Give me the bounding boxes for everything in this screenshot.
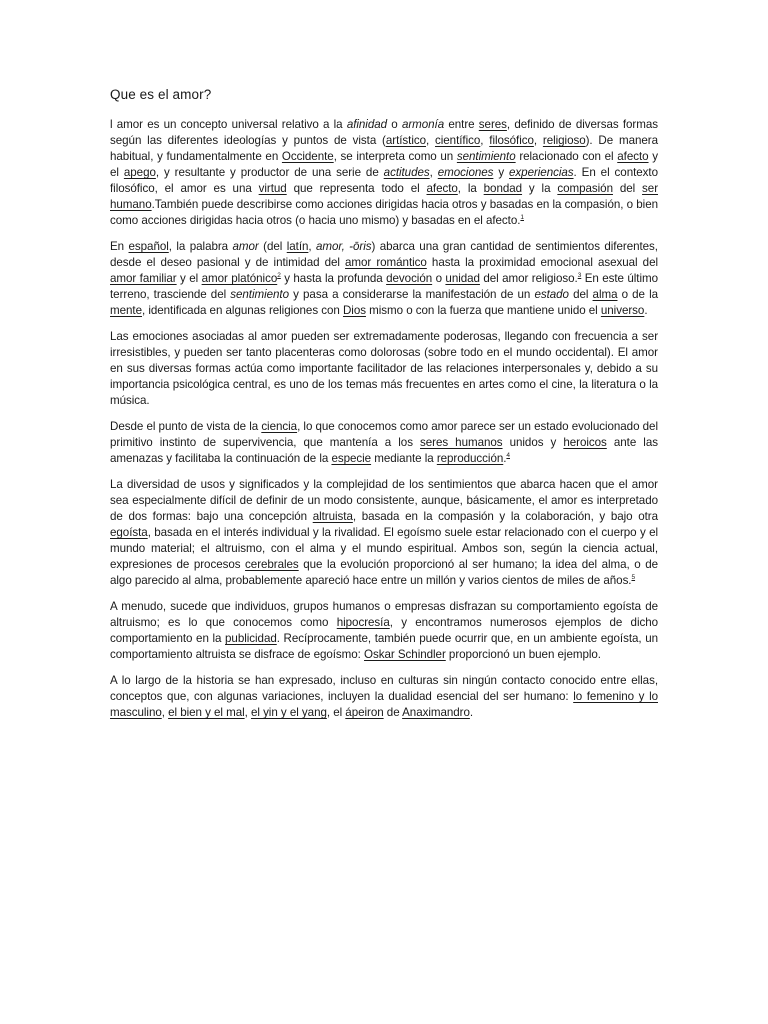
link-bien-mal[interactable]: el bien y el mal [168, 706, 245, 719]
text-run: , [480, 134, 490, 147]
text-run: .También puede describirse como acciones dirigidas hacia otros y basadas en la compasión, o bien como acciones dirigidas hacia otros (o hacia uno mismo) y basadas en el afecto. [110, 198, 658, 227]
text-run: o [432, 272, 446, 285]
footnote-ref[interactable]: 2 [277, 272, 281, 279]
link-emociones[interactable]: emociones [437, 166, 494, 179]
text-run: del [612, 182, 643, 195]
link-seres-humanos[interactable]: seres humanos [420, 436, 503, 449]
text-run: , [161, 706, 169, 719]
paragraph [110, 239, 658, 319]
link-latin[interactable]: latín [286, 240, 309, 253]
emphasis-text: sentimiento [230, 288, 290, 301]
text-run: y el [110, 150, 658, 179]
text-run: , y encontramos numerosos ejemplos de dicho comportamiento en la [110, 616, 659, 645]
text-run: proporcionó un buen ejemplo. [445, 648, 601, 661]
text-run: y la [522, 182, 558, 195]
link-espanol[interactable]: español [128, 240, 169, 253]
text-run: , se interpreta como un [333, 150, 457, 163]
text-run: mediante la [371, 452, 437, 465]
link-reproduccion[interactable]: reproducción [436, 452, 504, 465]
link-femenino-masculino[interactable]: lo femenino y lo masculino [110, 690, 658, 719]
paragraph [110, 329, 658, 409]
link-artistico[interactable]: artístico [385, 134, 427, 147]
emphasis-text: amor [232, 240, 259, 253]
link-amor-platonico[interactable]: amor platónico [201, 272, 278, 285]
paragraph [110, 419, 658, 467]
link-apeiron[interactable]: ápeiron [345, 706, 384, 719]
text-run: entre [444, 118, 479, 131]
text-run: (del [258, 240, 287, 253]
link-especie[interactable]: especie [331, 452, 372, 465]
text-run: , [429, 166, 438, 179]
paragraph-container [110, 117, 658, 721]
link-afecto[interactable]: afecto [426, 182, 458, 195]
text-run: . Recíprocamente, también puede ocurrir que, en un ambiente egoísta, un comportamiento altruista se disfrace de egoísmo: [110, 632, 658, 661]
link-amor-familiar[interactable]: amor familiar [110, 272, 177, 285]
emphasis-text: armonía [401, 118, 445, 131]
link-experiencias[interactable]: experiencias [509, 166, 574, 179]
link-amor-romantico[interactable]: amor romántico [345, 256, 427, 269]
text-run: , y resultante y productor de una serie de [155, 166, 384, 179]
link-religioso[interactable]: religioso [542, 134, 586, 147]
document-body [110, 86, 658, 731]
link-ser-humano[interactable]: ser humano [110, 182, 659, 211]
text-run: y el [176, 272, 202, 285]
text-run: que la evolución proporcionó al ser humano; la idea del alma, o de algo parecido al alma, probablemente apareció hace entre un millón y varios cientos de miles de años. [110, 558, 659, 587]
text-run: , definido de diversas formas según las diferentes ideologías y puntos de vista ( [110, 118, 658, 147]
link-oskar-schindler[interactable]: Oskar Schindler [364, 648, 446, 661]
text-run: . En el contexto filosófico, el amor es una [110, 166, 658, 195]
text-run: , [533, 134, 543, 147]
link-filosofico[interactable]: filosófico [489, 134, 534, 147]
text-run: , el [326, 706, 346, 719]
link-cientifico[interactable]: científico [435, 134, 481, 147]
footnote-ref[interactable]: 1 [520, 214, 524, 221]
text-run: , [244, 706, 251, 719]
link-dios[interactable]: Dios [342, 304, 366, 317]
link-occidente[interactable]: Occidente [281, 150, 334, 163]
link-hipocresia[interactable]: hipocresía [336, 616, 390, 629]
emphasis-text: afinidad [346, 118, 388, 131]
text-run: mismo o con la fuerza que mantiene unido el [365, 304, 601, 317]
text-run: Las emociones asociadas al amor pueden ser extremadamente poderosas, llegando con frecuencia a ser irresistibles, y pueden ser tanto placenteras como dolorosas (sobre todo en el mundo occidental). El amor en sus diversas formas actúa como importante facilitador de las relaciones interpersonales y, debido a su importancia psicológica central, es uno de los temas más frecuentes en artes como el cine, la literatura o la música. [110, 330, 658, 407]
text-run: y [493, 166, 510, 179]
text-run: hasta la proximidad emocional asexual del [426, 256, 658, 269]
text-run: A lo largo de la historia se han expresado, incluso en culturas sin ningún contacto conocido entre ellas, conceptos que, con algunas variaciones, incluyen la dualidad esencial del ser humano: [110, 674, 658, 703]
link-unidad[interactable]: unidad [445, 272, 480, 285]
text-run: de [383, 706, 403, 719]
text-run: o de la [617, 288, 658, 301]
link-yin-yang[interactable]: el yin y el yang [250, 706, 327, 719]
link-afecto[interactable]: afecto [617, 150, 649, 163]
link-mente[interactable]: mente [110, 304, 142, 317]
link-sentimiento[interactable]: sentimiento [456, 150, 516, 163]
paragraph [110, 477, 658, 589]
text-run: Desde el punto de vista de la [110, 420, 262, 433]
text-run: . [644, 304, 648, 317]
document-title: Que es el amor? [110, 87, 212, 102]
link-heroicos[interactable]: heroicos [563, 436, 607, 449]
text-run: , la [457, 182, 484, 195]
text-run: , la palabra [168, 240, 233, 253]
text-run: A menudo, sucede que individuos, grupos humanos o empresas disfrazan su comportamiento egoísta de altruismo; es lo que conocemos como [110, 600, 658, 629]
footnote-ref[interactable]: 5 [631, 574, 636, 581]
text-run: , lo que conocemos como amor parece ser un estado evolucionado del primitivo instinto de supervivencia, que mantenía a los [110, 420, 658, 449]
link-compasion[interactable]: compasión [557, 182, 613, 195]
link-publicidad[interactable]: publicidad [225, 632, 277, 645]
link-alma[interactable]: alma [592, 288, 618, 301]
text-run: , basada en la compasión y la colaboración, y bajo otra [352, 510, 658, 523]
footnote-ref[interactable]: 4 [506, 452, 510, 459]
text-run: relacionado con el [515, 150, 618, 163]
link-apego[interactable]: apego [123, 166, 156, 179]
link-anaximandro[interactable]: Anaximandro [402, 706, 470, 719]
emphasis-text: estado [534, 288, 569, 301]
link-egoista[interactable]: egoísta [110, 526, 148, 539]
link-actitudes[interactable]: actitudes [383, 166, 430, 179]
text-run: ante las amenazas y facilitaba la continuación de la [110, 436, 658, 465]
link-virtud[interactable]: virtud [258, 182, 287, 195]
link-universo[interactable]: universo [600, 304, 645, 317]
paragraph [110, 117, 658, 229]
paragraph [110, 599, 658, 663]
text-run: En este último terreno, trasciende del [110, 272, 658, 301]
text-run: y hasta la profunda [280, 272, 387, 285]
emphasis-text: amor, -ōris [316, 240, 372, 253]
text-run: , basada en el interés individual y la rivalidad. El egoísmo suele estar relacionado con el cuerpo y el mundo material; el altruismo, con el alma y el mundo espiritual. Ambos son, según la ciencia actual, expresiones de procesos [110, 526, 658, 571]
text-run: , [426, 134, 436, 147]
link-ciencia[interactable]: ciencia [261, 420, 298, 433]
text-run: del [568, 288, 593, 301]
text-run: y pasa a considerarse la manifestación de un [289, 288, 535, 301]
text-run: ) abarca una gran cantidad de sentimientos diferentes, desde el deseo pasional y de intimidad del [110, 240, 658, 269]
text-run: o [387, 118, 402, 131]
text-run: La diversidad de usos y significados y la complejidad de los sentimientos que abarca hacen que el amor sea especialmente difícil de definir de un modo consistente, aunque, básicamente, el amor es interpretado de dos formas: bajo una concepción [110, 478, 658, 523]
text-run: unidos y [502, 436, 564, 449]
text-run: , identificada en algunas religiones con [141, 304, 343, 317]
text-run: . [503, 452, 507, 465]
text-run: , [308, 240, 316, 253]
link-altruista[interactable]: altruista [312, 510, 353, 523]
footnote-ref[interactable]: 3 [577, 272, 582, 279]
link-cerebrales[interactable]: cerebrales [245, 558, 299, 571]
text-run: l amor es un concepto universal relativo a la [110, 118, 347, 131]
text-run: En [110, 240, 129, 253]
link-bondad[interactable]: bondad [483, 182, 523, 195]
link-devocion[interactable]: devoción [386, 272, 433, 285]
link-seres[interactable]: seres [478, 118, 507, 131]
paragraph [110, 673, 658, 721]
text-run: ). De manera habitual, y fundamentalmente en [110, 134, 658, 163]
text-run: del amor religioso. [479, 272, 578, 285]
text-run: que representa todo el [286, 182, 427, 195]
text-run: . [469, 706, 474, 719]
